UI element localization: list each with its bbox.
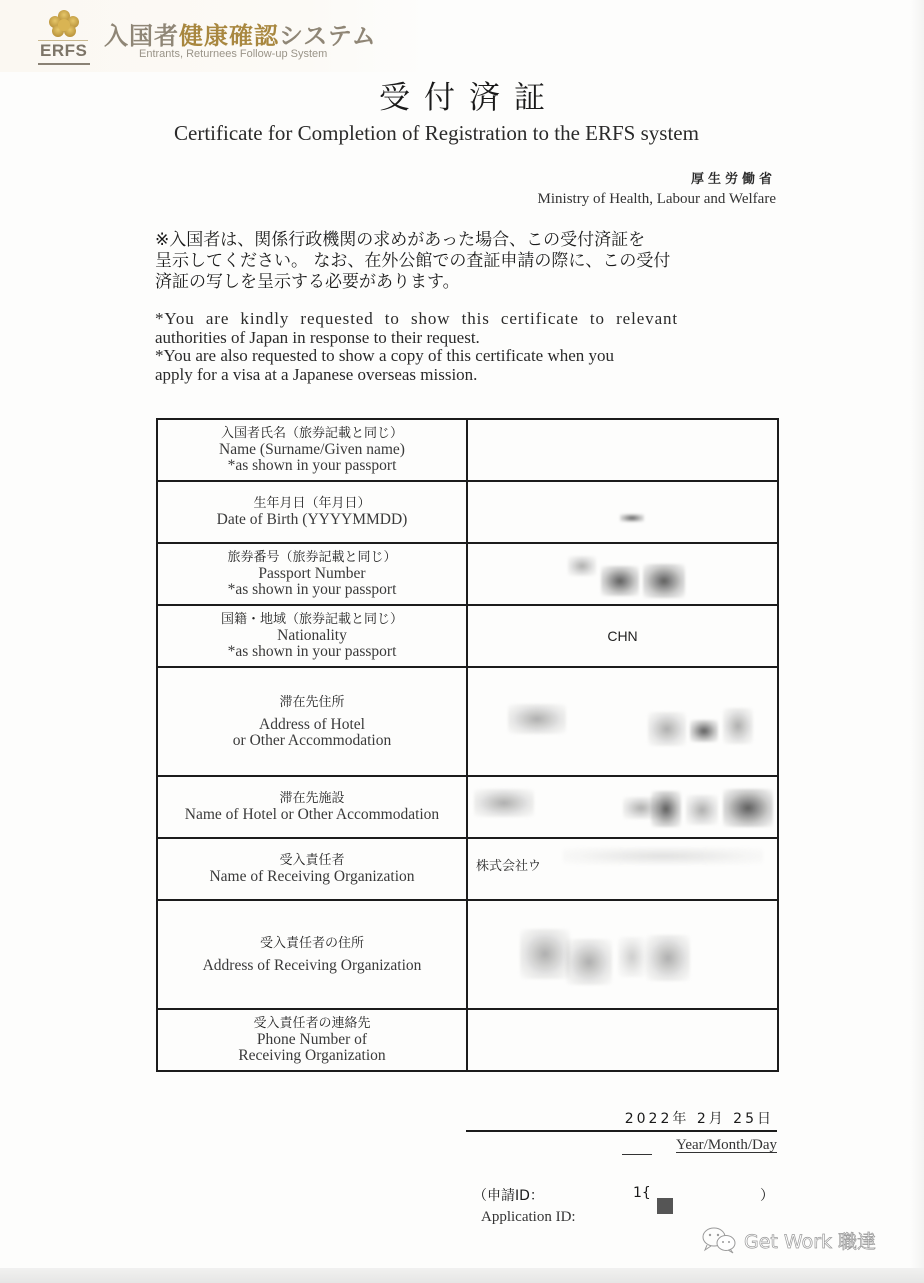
notice-ja-line: 済証の写しを呈示する必要があります。 bbox=[155, 272, 460, 292]
issuer-en: Ministry of Health, Labour and Welfare bbox=[537, 191, 776, 207]
redaction-blur bbox=[648, 712, 686, 746]
issuer-ja: 厚生労働省 bbox=[690, 172, 776, 187]
redaction-blur bbox=[646, 935, 690, 981]
redaction-blur bbox=[566, 939, 612, 985]
date-rule bbox=[466, 1130, 777, 1132]
table-row-name bbox=[157, 419, 778, 481]
notice-en-line: *You are also requested to show a copy of this certificate when you bbox=[155, 346, 615, 365]
redaction-blur bbox=[508, 704, 566, 734]
table-row-dob bbox=[157, 481, 778, 543]
application-id-close-paren: ） bbox=[760, 1188, 774, 1204]
label-en: Date of Birth (YYYYMMDD) bbox=[216, 511, 408, 528]
page-bottom-shadow bbox=[0, 1268, 924, 1283]
application-id-label-en: Application ID: bbox=[481, 1209, 576, 1225]
table-row-receiving-org-phone bbox=[157, 1009, 778, 1071]
notice-ja-line: ※入国者は、関係行政機関の求めがあった場合、この受付済証を bbox=[155, 230, 646, 250]
label-en: Name of Receiving Organization bbox=[209, 868, 415, 885]
label-ja: 入国者氏名（旅券記載と同じ） bbox=[220, 426, 403, 441]
wechat-icon bbox=[700, 1226, 738, 1254]
receiving-org-value-cell bbox=[467, 838, 778, 900]
nationality-value-cell bbox=[467, 605, 778, 667]
label-en-note: *as shown in your passport bbox=[227, 643, 397, 660]
system-title-part: 入国者 bbox=[104, 22, 179, 50]
label-ja: 旅券番号（旅券記載と同じ） bbox=[227, 550, 397, 565]
page-edge-shadow bbox=[910, 0, 924, 1268]
label-ja: 受入責任者の連絡先 bbox=[253, 1016, 371, 1031]
redaction-blur bbox=[643, 564, 685, 598]
label-en: Phone Number of bbox=[256, 1031, 368, 1048]
logo-underline bbox=[38, 63, 90, 65]
redaction-blur bbox=[618, 937, 646, 977]
label-en: Address of Receiving Organization bbox=[202, 956, 422, 974]
logo-text: ERFS bbox=[40, 41, 88, 60]
table-row-hotel-name bbox=[157, 776, 778, 838]
passport-value-cell bbox=[467, 543, 778, 605]
system-title-highlight: 健康確認 bbox=[179, 22, 279, 50]
issue-date: 2022年 2月 25日 bbox=[624, 1111, 774, 1127]
hotel-name-value-cell bbox=[467, 776, 778, 838]
label-cell bbox=[157, 667, 467, 776]
label-en-note: *as shown in your passport bbox=[227, 457, 397, 474]
label-cell bbox=[157, 605, 467, 667]
receiving-org-address-value-cell bbox=[467, 900, 778, 1009]
label-cell bbox=[157, 543, 467, 605]
redaction-blur bbox=[690, 720, 718, 742]
label-cell bbox=[157, 1009, 467, 1071]
label-en-note: *as shown in your passport bbox=[227, 581, 397, 598]
document-title-en: Certificate for Completion of Registration to the ERFS system bbox=[174, 121, 699, 145]
application-id-value: 1{ bbox=[633, 1185, 651, 1201]
watermark bbox=[700, 1226, 876, 1254]
hotel-address-value-cell bbox=[467, 667, 778, 776]
table-row-receiving-org-address bbox=[157, 900, 778, 1009]
label-cell bbox=[157, 481, 467, 543]
erfs-header bbox=[0, 0, 430, 72]
table-row-receiving-org bbox=[157, 838, 778, 900]
label-en: Nationality bbox=[277, 627, 347, 644]
table-row-hotel-address bbox=[157, 667, 778, 776]
label-ja: 受入責任者 bbox=[279, 853, 345, 868]
table-row-passport bbox=[157, 543, 778, 605]
label-en: Passport Number bbox=[258, 565, 366, 582]
label-cell bbox=[157, 838, 467, 900]
notice-en-line: *You are kindly requested to show this certificate to relevant bbox=[155, 309, 679, 328]
label-en: or Other Accommodation bbox=[232, 731, 392, 749]
watermark-text: Get Work 職達 bbox=[744, 1230, 877, 1253]
name-value-cell bbox=[467, 419, 778, 481]
label-ja: 受入責任者の住所 bbox=[259, 935, 364, 951]
redaction-blur bbox=[620, 514, 644, 522]
notice-english bbox=[155, 310, 755, 384]
redaction-blur bbox=[520, 929, 570, 979]
redaction-blur bbox=[563, 847, 763, 865]
nationality-value: CHN bbox=[607, 628, 638, 644]
registration-table bbox=[156, 418, 779, 1072]
label-cell bbox=[157, 900, 467, 1009]
receiving-org-phone-value-cell bbox=[467, 1009, 778, 1071]
system-title-part: システム bbox=[279, 22, 377, 50]
label-en: Name (Surname/Given name) bbox=[219, 441, 405, 458]
date-caption: Year/Month/Day bbox=[676, 1137, 777, 1153]
label-ja: 滞在先住所 bbox=[279, 694, 345, 710]
label-en: Address of Hotel bbox=[259, 715, 365, 733]
redaction-blur bbox=[651, 791, 681, 827]
table-row-nationality bbox=[157, 605, 778, 667]
notice-en-line: authorities of Japan in response to their request. bbox=[155, 327, 480, 347]
label-en: Name of Hotel or Other Accommodation bbox=[184, 806, 440, 823]
notice-en-line: apply for a visa at a Japanese overseas mission. bbox=[155, 364, 478, 384]
redaction-blur bbox=[686, 795, 718, 825]
receiving-org-value: 株式会社ウ bbox=[476, 859, 542, 874]
dob-value-cell bbox=[467, 481, 778, 543]
erfs-logo bbox=[36, 10, 92, 68]
redaction-blur bbox=[568, 556, 596, 576]
flower-logo-icon bbox=[48, 10, 80, 38]
notice-japanese bbox=[155, 230, 795, 293]
system-title bbox=[104, 16, 377, 51]
label-cell bbox=[157, 776, 467, 838]
notice-ja-line: 呈示してください。 なお、在外公館での査証申請の際に、この受付 bbox=[155, 251, 671, 271]
label-ja: 国籍・地域（旅券記載と同じ） bbox=[220, 612, 403, 627]
application-id-redaction bbox=[657, 1198, 673, 1214]
redaction-blur bbox=[474, 789, 534, 817]
redaction-blur bbox=[601, 566, 639, 596]
label-cell bbox=[157, 419, 467, 481]
label-ja: 滞在先施設 bbox=[279, 791, 345, 806]
label-en: Receiving Organization bbox=[238, 1047, 386, 1064]
application-id-label-ja: （申請ID： bbox=[473, 1188, 544, 1204]
date-caption-rule bbox=[622, 1154, 652, 1155]
redaction-blur bbox=[723, 708, 753, 744]
document-title-ja: 受付済証 bbox=[379, 80, 559, 116]
redaction-blur bbox=[723, 789, 773, 827]
system-subtitle: Entrants, Returnees Follow-up System bbox=[139, 48, 328, 60]
label-ja: 生年月日（年月日） bbox=[253, 496, 371, 511]
